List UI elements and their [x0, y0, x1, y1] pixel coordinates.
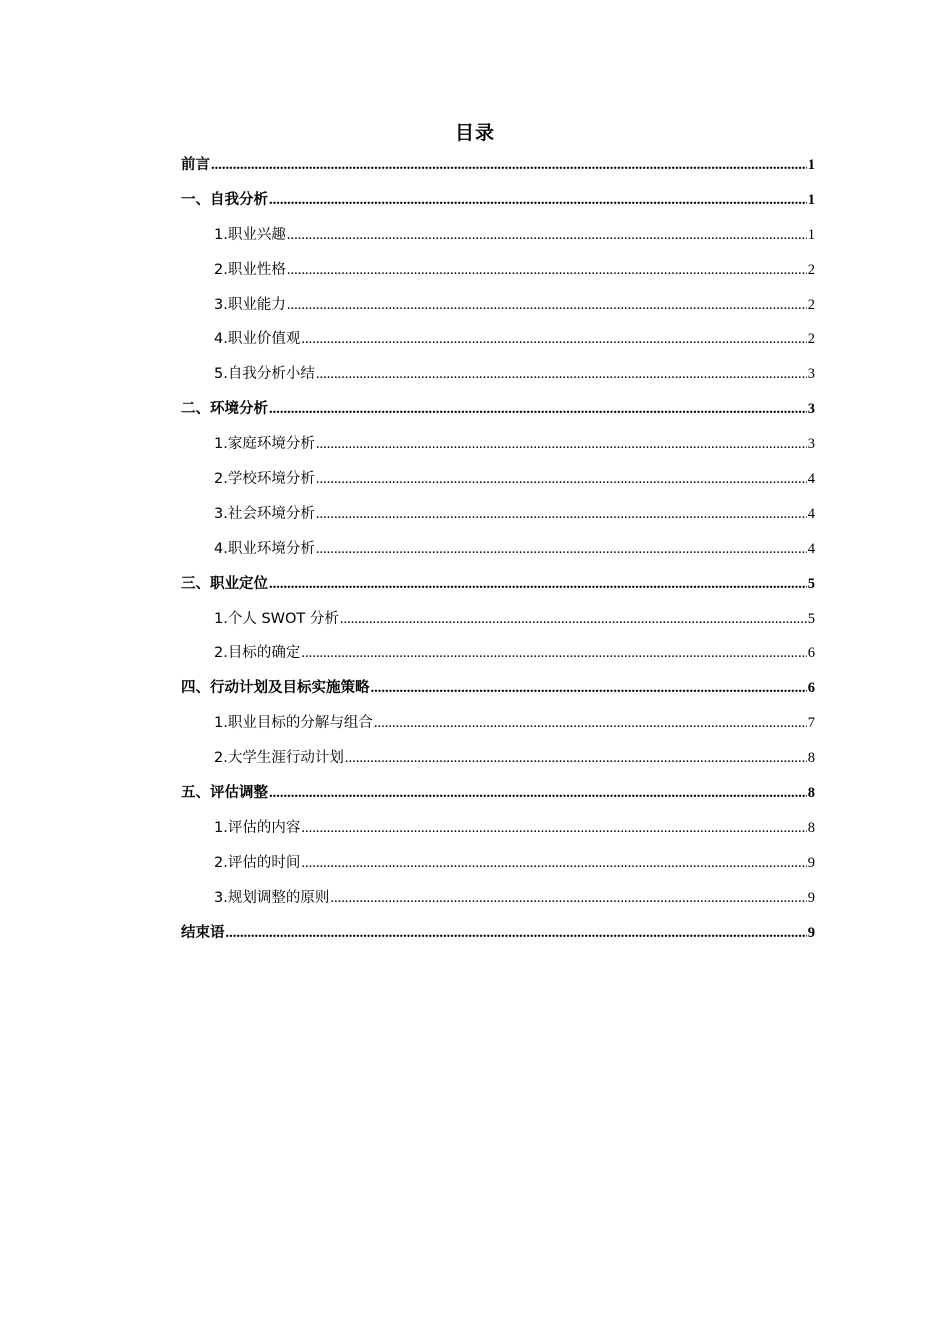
toc-dot-leader [330, 881, 806, 916]
toc-page-number: 9 [807, 924, 815, 941]
toc-entry-chapter[interactable] [181, 148, 815, 183]
toc-page-number: 3 [807, 436, 815, 453]
toc-entry-label: 2.评估的时间 [214, 854, 301, 871]
toc-entry-section[interactable] [181, 322, 815, 357]
toc-entry-section[interactable] [181, 636, 815, 671]
toc-dot-leader [269, 567, 807, 602]
toc-dot-leader [301, 636, 806, 671]
toc-entry-label: 1.职业兴趣 [214, 226, 286, 243]
toc-entry-section[interactable] [181, 462, 815, 497]
toc-entry-label: 一、自我分析 [181, 191, 268, 208]
toc-dot-leader [301, 811, 806, 846]
toc-entry-chapter[interactable] [181, 392, 815, 427]
toc-dot-leader [316, 462, 807, 497]
toc-entry-chapter[interactable] [181, 916, 815, 951]
toc-page-number: 6 [807, 680, 815, 697]
toc-entry-label: 结束语 [181, 924, 225, 941]
toc-page-number: 6 [807, 645, 815, 662]
toc-entry-label: 1.家庭环境分析 [214, 436, 315, 453]
toc-entry-chapter[interactable] [181, 183, 815, 218]
toc-dot-leader [269, 183, 807, 218]
toc-page-number: 4 [807, 540, 815, 557]
toc-title: 目录 [454, 122, 495, 144]
toc-dot-leader [287, 288, 807, 323]
toc-dot-leader [287, 218, 807, 253]
toc-entry-section[interactable] [181, 846, 815, 881]
toc-dot-leader [340, 602, 807, 637]
toc-page-number: 1 [807, 226, 815, 243]
toc-page-number: 1 [807, 191, 815, 208]
toc-dot-leader [316, 497, 807, 532]
toc-entry-label: 3.社会环境分析 [214, 505, 315, 522]
toc-page-number: 4 [807, 471, 815, 488]
toc-page-number: 1 [807, 157, 815, 173]
toc-page-number: 7 [807, 715, 815, 732]
toc-entry-chapter[interactable] [181, 776, 815, 811]
toc-entry-label: 二、环境分析 [181, 401, 268, 418]
toc-dot-leader [269, 776, 807, 811]
toc-page-number: 8 [807, 785, 815, 802]
toc-entry-section[interactable] [181, 602, 815, 637]
toc-entry-section[interactable] [181, 427, 815, 462]
toc-entry-section[interactable] [181, 218, 815, 253]
toc-page-number: 3 [807, 366, 815, 383]
toc-page-number: 8 [807, 819, 815, 836]
toc-entry-section[interactable] [181, 811, 815, 846]
toc-page-number: 9 [807, 889, 815, 906]
toc-entry-label: 2.大学生涯行动计划 [214, 750, 344, 767]
toc-entry-chapter[interactable] [181, 671, 815, 706]
toc-entry-section[interactable] [181, 288, 815, 323]
toc-entry-label: 四、行动计划及目标实施策略 [181, 680, 370, 697]
toc-entry-section[interactable] [181, 253, 815, 288]
toc-entry-label: 3.职业能力 [214, 296, 286, 313]
toc-page-number: 4 [807, 505, 815, 522]
toc-entry-section[interactable] [181, 357, 815, 392]
toc-entry-label: 2.学校环境分析 [214, 471, 315, 488]
toc-dot-leader [287, 253, 807, 288]
toc-entry-label: 五、评估调整 [181, 785, 268, 802]
toc-page-number: 2 [807, 261, 815, 278]
toc-page-number: 2 [807, 296, 815, 313]
toc-entry-label: 前言 [181, 157, 210, 173]
toc-entry-label: 3.规划调整的原则 [214, 889, 330, 906]
toc-dot-leader [226, 916, 807, 951]
toc-dot-leader [316, 427, 807, 462]
toc-dot-leader [211, 148, 807, 183]
toc-entry-section[interactable] [181, 706, 815, 741]
toc-dot-leader [316, 357, 807, 392]
toc-entry-label: 三、职业定位 [181, 575, 268, 592]
toc-entry-label: 2.职业性格 [214, 261, 286, 278]
toc-page-number: 9 [807, 854, 815, 871]
toc-entry-section[interactable] [181, 741, 815, 776]
toc-entry-label: 2.目标的确定 [214, 645, 301, 662]
toc-dot-leader [371, 671, 807, 706]
toc-dot-leader [301, 322, 806, 357]
toc-entry-chapter[interactable] [181, 567, 815, 602]
toc-entry-label: 1.职业目标的分解与组合 [214, 715, 373, 732]
toc-entry-label: 4.职业环境分析 [214, 540, 315, 557]
toc-entry-label: 4.职业价值观 [214, 331, 301, 348]
toc-entry-label: 1.评估的内容 [214, 819, 301, 836]
toc-dot-leader [345, 741, 807, 776]
toc-dot-leader [301, 846, 806, 881]
toc-page-number: 8 [807, 750, 815, 767]
toc-page-number: 5 [807, 575, 815, 592]
toc-entry-section[interactable] [181, 532, 815, 567]
toc-page-number: 5 [807, 610, 815, 627]
toc-entry-label: 1.个人 SWOT 分析 [214, 610, 339, 627]
toc-dot-leader [316, 532, 807, 567]
toc-entry-section[interactable] [181, 497, 815, 532]
table-of-contents [181, 148, 815, 950]
toc-dot-leader [269, 392, 807, 427]
toc-entry-label: 5.自我分析小结 [214, 366, 315, 383]
toc-dot-leader [374, 706, 807, 741]
toc-entry-section[interactable] [181, 881, 815, 916]
toc-page-number: 3 [807, 401, 815, 418]
toc-page-number: 2 [807, 331, 815, 348]
